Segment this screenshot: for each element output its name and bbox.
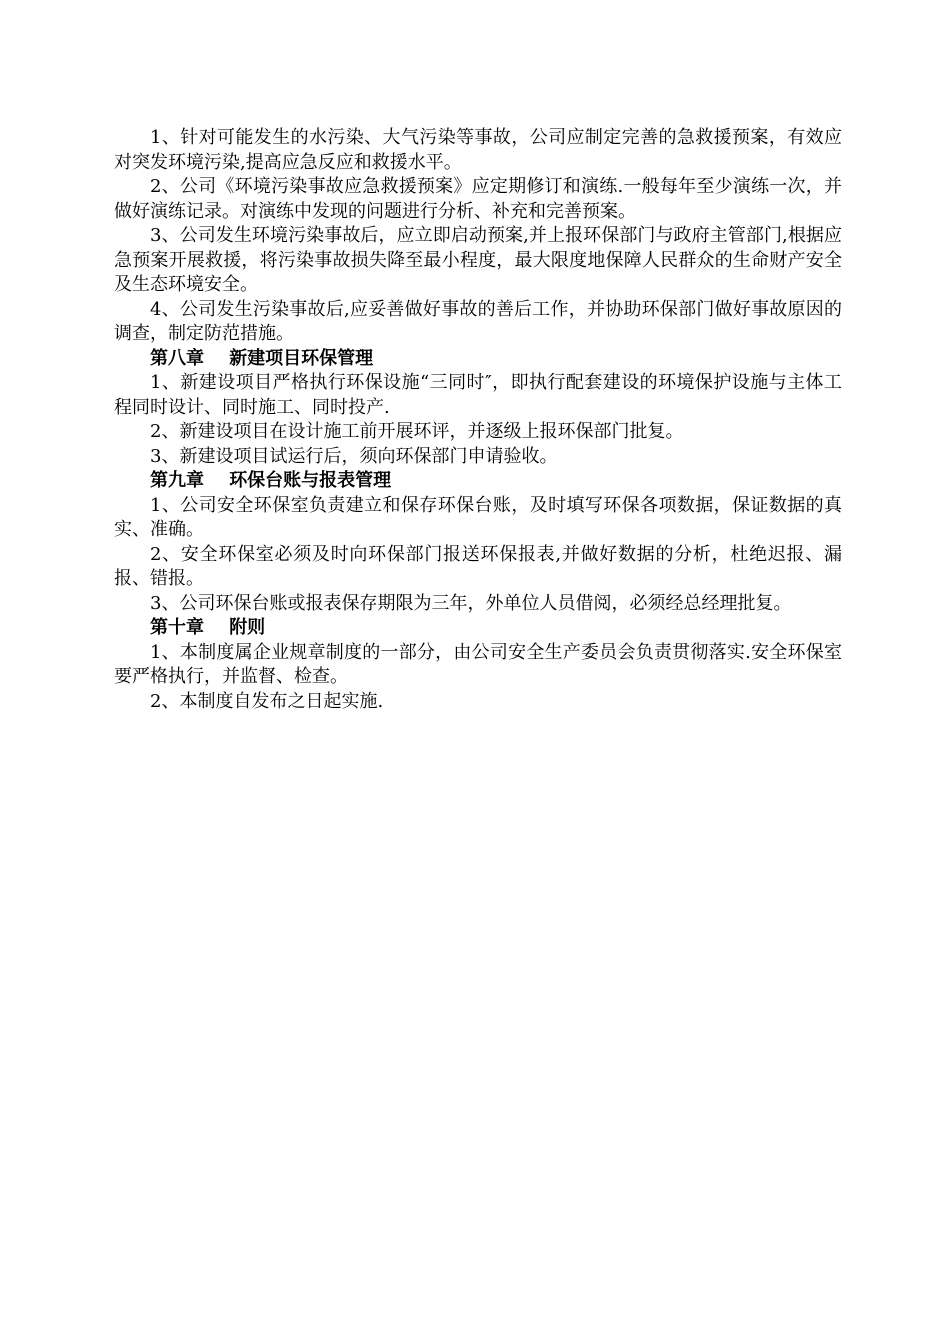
- chapter-number: 第九章: [150, 470, 204, 491]
- body-paragraph: 2、安全环保室必须及时向环保部门报送环保报表,并做好数据的分析，杜绝迟报、漏报、错报。: [114, 543, 842, 589]
- body-paragraph: 1、公司安全环保室负责建立和保存环保台账，及时填写环保各项数据，保证数据的真实、准确。: [114, 494, 842, 540]
- body-paragraph: 4、公司发生污染事故后,应妥善做好事故的善后工作，并协助环保部门做好事故原因的调查，制定防范措施。: [114, 298, 842, 344]
- chapter-heading: [114, 469, 842, 494]
- chapter-heading: [114, 347, 842, 372]
- chapter-number: 第十章: [150, 617, 204, 638]
- body-paragraph: 3、新建设项目试运行后，须向环保部门申请验收。: [150, 445, 558, 467]
- body-paragraph: 1、新建设项目严格执行环保设施“三同时″，即执行配套建设的环境保护设施与主体工程同时设计、同时施工、同时投产.: [114, 372, 842, 418]
- body-paragraph: 1、针对可能发生的水污染、大气污染等事故，公司应制定完善的急救援预案，有效应对突发环境污染,提高应急反应和救援水平。: [114, 127, 842, 173]
- chapter-heading: [114, 616, 842, 641]
- body-paragraph: 1、本制度属企业规章制度的一部分，由公司安全生产委员会负责贯彻落实.安全环保室要严格执行，并监督、检查。: [114, 641, 842, 687]
- chapter-title: 附则: [229, 617, 266, 638]
- body-paragraph: 2、新建设项目在设计施工前开展环评，并逐级上报环保部门批复。: [150, 421, 684, 442]
- body-paragraph: 3、公司环保台账或报表保存期限为三年，外单位人员借阅，必须经总经理批复。: [150, 592, 792, 614]
- chapter-title: 环保台账与报表管理: [229, 470, 392, 491]
- body-paragraph: 3、公司发生环境污染事故后，应立即启动预案,并上报环保部门与政府主管部门,根据应急预案开展救援，将污染事故损失降至最小程度，最大限度地保障人民群众的生命财产安全及生态环境安全。: [114, 225, 842, 295]
- body-paragraph: 2、本制度自发布之日起实施.: [150, 690, 384, 712]
- document-body: [114, 126, 842, 714]
- chapter-number: 第八章: [150, 347, 204, 369]
- chapter-title: 新建项目环保管理: [229, 347, 374, 369]
- body-paragraph: 2、公司《环境污染事故应急救援预案》应定期修订和演练.一般每年至少演练一次，并做好演练记录。对演练中发现的问题进行分析、补充和完善预案。: [114, 176, 842, 222]
